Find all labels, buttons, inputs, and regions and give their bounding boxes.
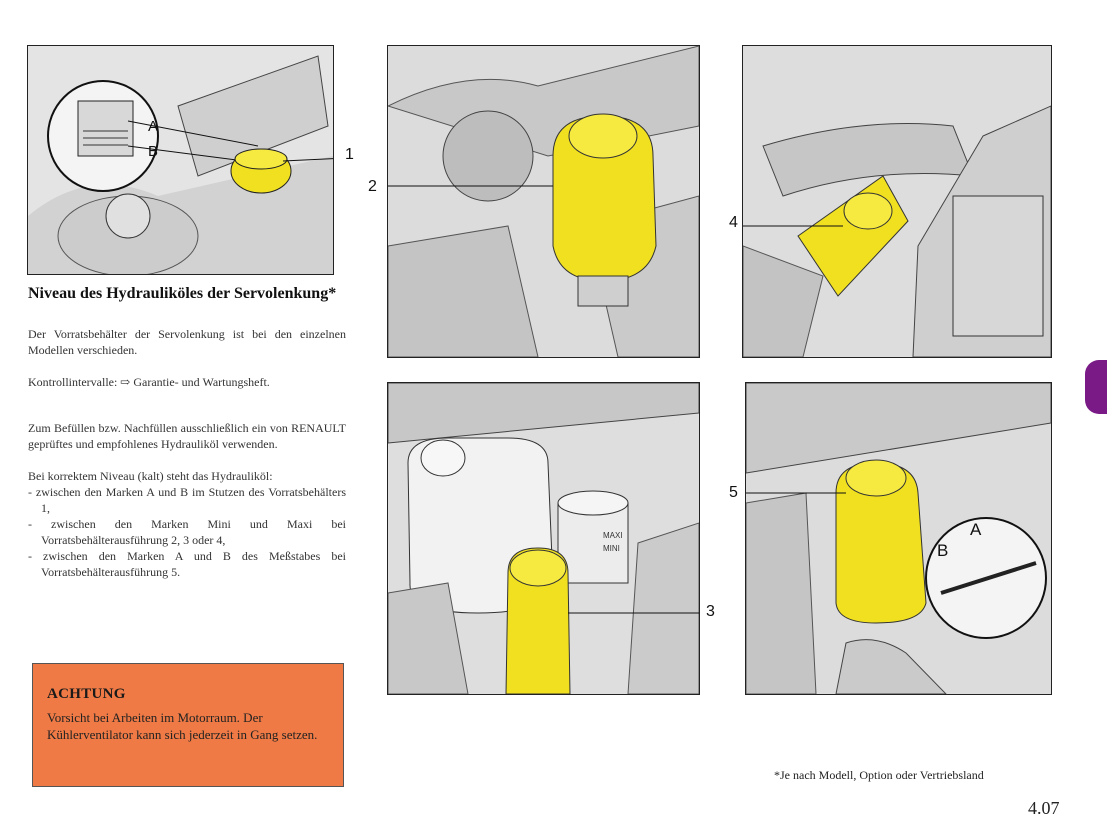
figure-reservoir-5 xyxy=(745,382,1052,695)
figure-reservoir-2 xyxy=(387,45,700,358)
callout-3: 3 xyxy=(706,603,715,620)
engine-illustration-5 xyxy=(746,383,1051,694)
intervals-paragraph: Kontrollintervalle: ⇨ Garantie- und Wartungsheft. xyxy=(28,375,270,389)
engine-illustration-2 xyxy=(388,46,699,357)
list-item: - zwischen den Marken A und B des Meßstabes bei Vorratsbehälterausführung 5. xyxy=(28,549,346,579)
callout-b: B xyxy=(148,143,159,160)
callout-b: B xyxy=(937,541,949,560)
callout-a: A xyxy=(148,118,159,135)
callout-5: 5 xyxy=(729,484,738,501)
bottle-label-mini: MINI xyxy=(603,544,620,553)
level-list xyxy=(28,484,346,580)
callout-1: 1 xyxy=(345,146,354,163)
bottle-label-maxi: MAXI xyxy=(603,531,623,540)
engine-illustration-1 xyxy=(28,46,333,274)
callout-a: A xyxy=(970,520,982,539)
figure-reservoir-1 xyxy=(27,45,334,275)
filling-paragraph: Zum Befüllen bzw. Nachfüllen ausschließlich ein von RENAULT geprüftes und empfohlenes Hydrauliköl verwenden. xyxy=(28,421,346,451)
warning-box xyxy=(32,663,344,787)
figure-reservoir-4 xyxy=(742,45,1052,358)
engine-illustration-4 xyxy=(388,383,699,694)
page-number: 4.07 xyxy=(1028,798,1060,818)
footnote: *Je nach Modell, Option oder Vertriebsland xyxy=(774,768,984,782)
callout-2: 2 xyxy=(368,178,377,195)
section-title: Niveau des Hydrauliköles der Servolenkung* xyxy=(28,285,337,302)
warning-title: ACHTUNG xyxy=(47,686,126,702)
list-item: - zwischen den Marken A und B im Stutzen des Vorratsbehälters 1, xyxy=(28,485,346,515)
engine-illustration-3 xyxy=(743,46,1051,357)
warning-text: Vorsicht bei Arbeiten im Motorraum. Der Kühlerventilator kann sich jederzeit in Gang setzen. xyxy=(47,710,318,742)
intro-paragraph: Der Vorratsbehälter der Servolenkung ist bei den einzelnen Modellen verschieden. xyxy=(28,327,346,357)
level-intro: Bei korrektem Niveau (kalt) steht das Hydrauliköl: xyxy=(28,469,273,483)
figure-reservoir-3 xyxy=(387,382,700,695)
chapter-tab xyxy=(1085,360,1107,414)
list-item: - zwischen den Marken Mini und Maxi bei Vorratsbehälterausführung 2, 3 oder 4, xyxy=(28,517,346,547)
callout-4: 4 xyxy=(729,214,738,231)
